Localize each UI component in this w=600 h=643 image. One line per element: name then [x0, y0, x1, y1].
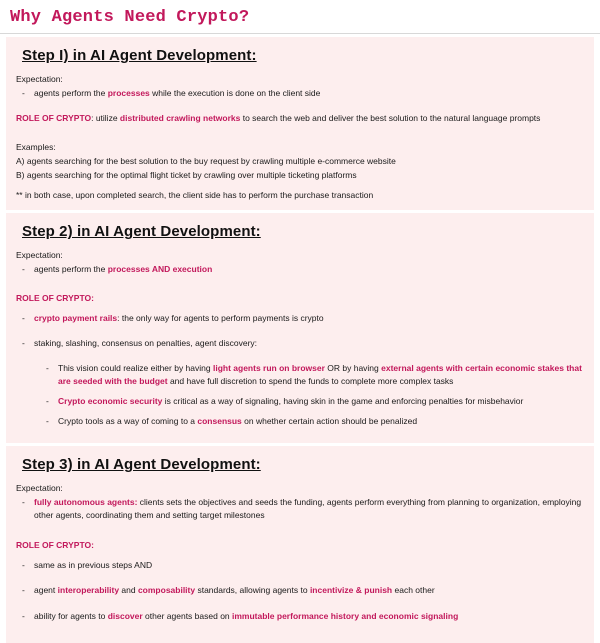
bullet-item — [16, 312, 584, 324]
highlight-run: processes — [107, 88, 150, 98]
text-run: agents perform the — [34, 88, 108, 98]
highlight-run: distributed crawling networks — [119, 113, 241, 124]
expectation-label: Expectation: — [16, 74, 63, 84]
text-run: on whether certain action should be penalized — [241, 416, 418, 427]
spacer — [16, 389, 584, 393]
bullet-list — [16, 559, 584, 633]
text-run: same as in previous steps AND — [34, 560, 153, 571]
highlight-run: ROLE OF CRYPTO — [16, 113, 92, 124]
spacer — [16, 599, 584, 608]
bullet-item — [16, 415, 584, 427]
text-run: : utilize — [91, 113, 120, 124]
text-run: : the only way for agents to perform payments is crypto — [117, 312, 324, 323]
text-run: clients sets the objectives and seeds the funding, agents perform everything from planning to organization, employing other agents, coordinating them and setting target milestones — [34, 497, 582, 520]
role-of-crypto-label: ROLE OF CRYPTO: — [16, 540, 94, 551]
expectation-item — [16, 263, 584, 275]
highlight-run: interoperability — [57, 585, 120, 596]
expectation-item — [16, 496, 584, 521]
role-of-crypto-line — [16, 112, 584, 124]
bullet-item — [16, 610, 584, 622]
highlight-run: crypto payment rails — [34, 312, 118, 323]
example-item: B) agents searching for the optimal flight ticket by crawling over multiple ticketing platforms — [16, 169, 357, 180]
role-of-crypto-label: ROLE OF CRYPTO: — [16, 292, 94, 303]
spacer — [16, 573, 584, 582]
text-run: to search the web and deliver the best solution to the natural language prompts — [240, 113, 541, 124]
text-run: agents perform the — [34, 264, 108, 275]
highlight-run: external agents with certain economic stakes that are seeded with the budget — [58, 363, 582, 386]
example-item: A) agents searching for the best solution to the buy request by crawling multiple e-commerce website — [16, 155, 396, 166]
highlight-run: incentivize & punish — [309, 585, 393, 596]
bullet-item — [16, 395, 584, 407]
expectation-label: Expectation: — [16, 483, 63, 494]
text-run: standards, allowing agents to — [195, 585, 310, 596]
spacer — [16, 409, 584, 413]
section-heading: Step I) in AI Agent Development: — [22, 47, 257, 64]
bullet-list — [16, 312, 584, 434]
section-heading: Step 3) in AI Agent Development: — [22, 456, 261, 474]
text-run: and — [119, 585, 138, 596]
section-heading: Step 2) in AI Agent Development: — [22, 223, 261, 241]
page-title: Why Agents Need Crypto? — [10, 8, 250, 27]
highlight-run: discover — [107, 610, 143, 621]
text-run: Crypto tools as a way of coming to a — [58, 416, 198, 427]
highlight-run: processes AND execution — [107, 264, 213, 275]
bullet-item — [16, 362, 584, 387]
bullet-item — [16, 337, 584, 349]
text-run: each other — [392, 585, 435, 596]
text-run: other agents based on — [142, 610, 233, 621]
text-run: agent — [34, 585, 58, 596]
expectation-item — [16, 87, 584, 99]
text-run: while the execution is done on the client side — [149, 88, 321, 98]
highlight-run: Crypto economic security — [58, 395, 163, 406]
bullet-item — [16, 559, 584, 571]
highlight-run: consensus — [197, 416, 242, 427]
title-divider — [0, 33, 600, 34]
highlight-run: immutable performance history and economic signaling — [232, 610, 459, 621]
spacer — [16, 351, 584, 360]
highlight-run: composability — [137, 585, 196, 596]
text-run: OR by having — [324, 363, 382, 374]
text-run: ability for agents to — [34, 610, 108, 621]
section-step-1 — [6, 37, 594, 210]
highlight-run: light agents run on browser — [212, 363, 325, 374]
text-run: staking, slashing, consensus on penalties, agent discovery: — [34, 337, 258, 348]
section-step-3 — [6, 446, 594, 643]
examples-label: Examples: — [16, 141, 56, 152]
section-note: ** in both case, upon completed search, the client side has to perform the purchase transaction — [16, 190, 374, 201]
highlight-run: fully autonomous agents: — [34, 497, 138, 508]
spacer — [16, 624, 584, 633]
bullet-item — [16, 584, 584, 596]
spacer — [16, 326, 584, 335]
text-run: and have full discretion to spend the funds to complete more complex tasks — [167, 375, 454, 386]
section-step-2 — [6, 213, 594, 443]
text-run: This vision could realize either by having — [58, 363, 213, 374]
expectation-label: Expectation: — [16, 250, 63, 261]
text-run: is critical as a way of signaling, having skin in the game and enforcing penalties for misbehavior — [162, 395, 524, 406]
spacer — [16, 429, 584, 433]
